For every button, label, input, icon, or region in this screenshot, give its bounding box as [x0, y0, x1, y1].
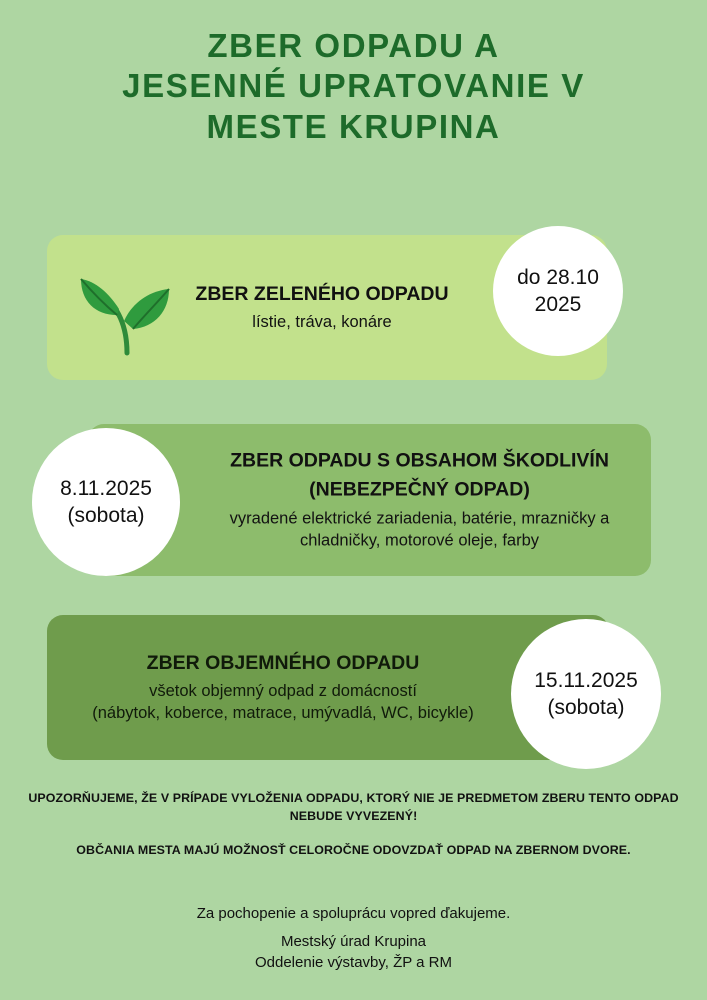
signature-line-2: Oddelenie výstavby, ŽP a RM	[254, 953, 453, 971]
section-hazardous-waste-heading-line-2: (NEBEZPEČNÝ ODPAD)	[309, 478, 530, 501]
date-badge-hazardous-waste-line-2: (sobota)	[67, 504, 145, 527]
section-hazardous-waste-description-line-2: chladničky, motorové oleje, farby	[299, 531, 540, 550]
date-badge-hazardous-waste	[32, 428, 180, 576]
warning-note-line-1: UPOZORŇUJEME, ŽE V PRÍPADE VYLOŽENIA ODPADU, KTORÝ NIE JE PREDMETOM ZBERU TENTO ODPAD	[28, 791, 679, 805]
section-bulky-waste-heading: ZBER OBJEMNÉHO ODPADU	[146, 651, 420, 674]
info-note: OBČANIA MESTA MAJÚ MOŽNOSŤ CELOROČNE ODOVZDAŤ ODPAD NA ZBERNOM DVORE.	[76, 842, 631, 857]
thanks-text: Za pochopenie a spoluprácu vopred ďakujeme.	[196, 905, 511, 922]
date-badge-bulky-waste-line-2: (sobota)	[547, 696, 625, 719]
date-badge-bulky-waste	[511, 619, 661, 769]
date-badge-green-waste	[493, 226, 623, 356]
page-title	[0, 0, 707, 147]
signature-line-1: Mestský úrad Krupina	[280, 933, 427, 950]
page-title-line-3: MESTE KRUPINA	[206, 107, 501, 145]
signature-block	[0, 932, 707, 973]
section-hazardous-waste-description-line-1: vyradené elektrické zariadenia, batérie, mrazničky a	[229, 509, 610, 528]
section-green-waste-heading: ZBER ZELENÉHO ODPADU	[195, 282, 449, 305]
notes-block	[0, 790, 707, 860]
page-title-line-2: JESENNÉ UPRATOVANIE V	[122, 67, 585, 105]
section-bulky-waste-description-line-1: všetok objemný odpad z domácností	[149, 681, 417, 700]
warning-note	[14, 790, 693, 826]
warning-note-line-2: NEBUDE VYVEZENÝ!	[289, 808, 418, 823]
section-green-waste-description: lístie, tráva, konáre	[252, 313, 392, 332]
section-hazardous-waste-heading-line-1: ZBER ODPADU S OBSAHOM ŠKODLIVÍN	[230, 449, 609, 472]
date-badge-green-waste-line-1: do 28.10	[517, 265, 599, 289]
date-badge-hazardous-waste-line-1: 8.11.2025	[60, 476, 152, 500]
section-bulky-waste-description-line-2: (nábytok, koberce, matrace, umývadlá, WC, bicykle)	[92, 704, 474, 723]
date-badge-bulky-waste-line-1: 15.11.2025	[534, 668, 638, 692]
page-title-line-1: ZBER ODPADU A	[207, 27, 500, 64]
date-badge-green-waste-line-2: 2025	[534, 293, 582, 316]
